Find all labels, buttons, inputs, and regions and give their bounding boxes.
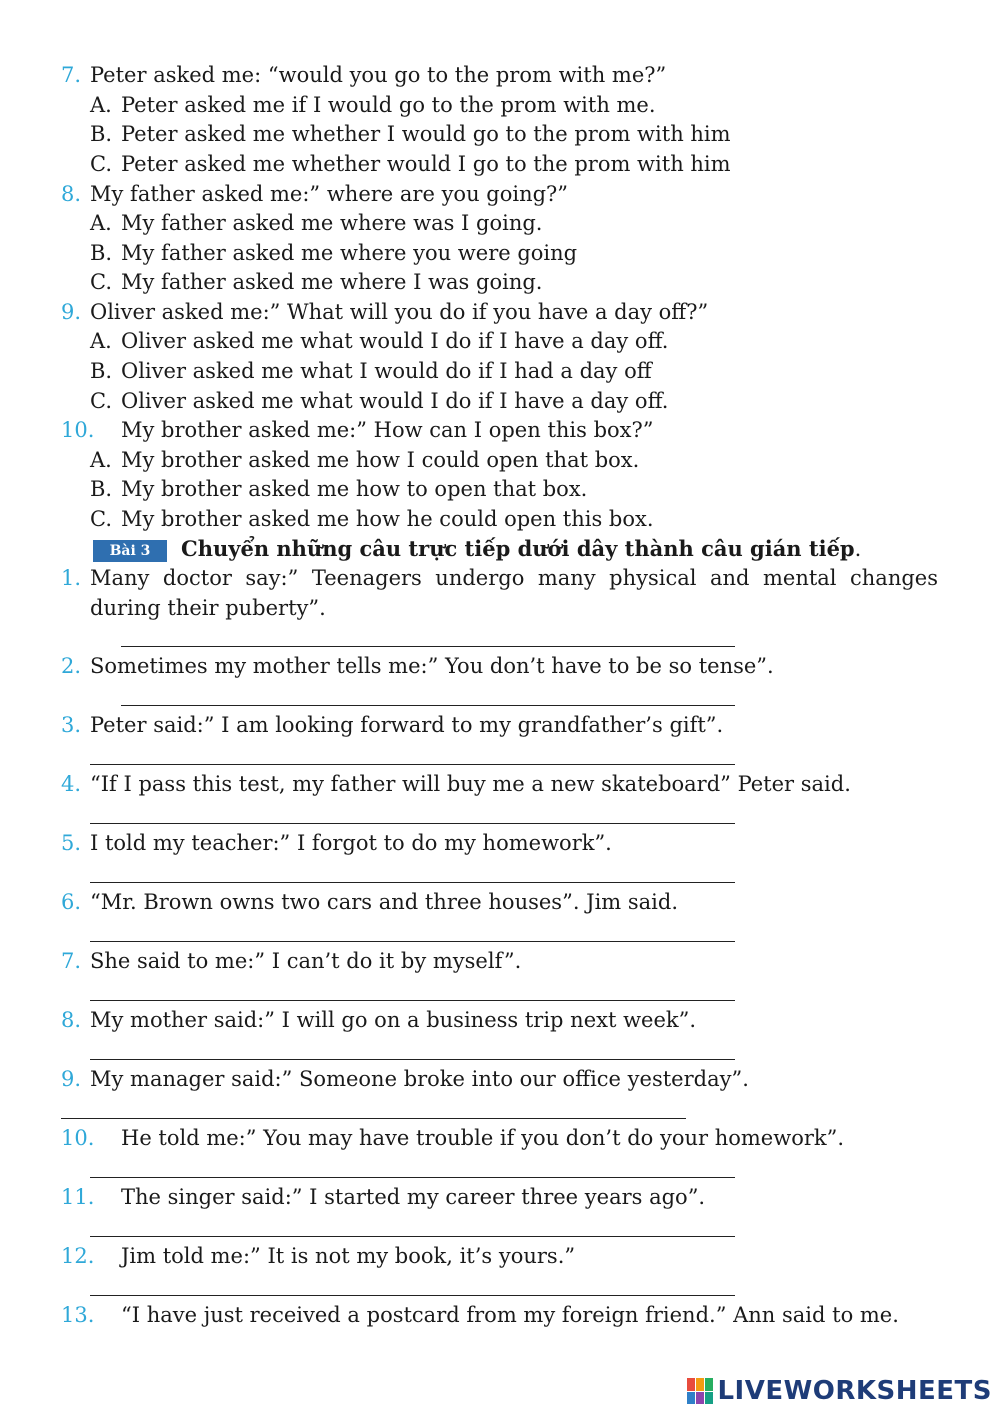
answer-line[interactable] [90, 823, 735, 824]
item-prompt: Jim told me:” It is not my book, it’s yours.” [121, 1244, 576, 1268]
logo-tile [687, 1378, 695, 1391]
logo-text: LIVEWORKSHEETS [717, 1376, 992, 1406]
item-prompt-line1: Many doctor say:” Teenagers undergo many physical and mental changes [90, 566, 938, 590]
logo-tile [705, 1378, 713, 1391]
option-text[interactable]: My brother asked me how he could open this box. [121, 507, 654, 531]
answer-line[interactable] [121, 705, 735, 706]
liveworksheets-logo-icon [687, 1378, 713, 1404]
section-badge: Bài 3 [93, 540, 167, 562]
question-stem: My brother asked me:” How can I open this box?” [121, 418, 654, 442]
section-title-text: Chuyển những câu trực tiếp dưới dây thành câu gián tiếp [181, 536, 855, 561]
answer-line[interactable] [121, 646, 735, 647]
item-number: 4. [61, 772, 82, 796]
item-number: 6. [61, 890, 82, 914]
item-prompt: She said to me:” I can’t do it by myself”. [90, 949, 522, 973]
question-number: 8. [61, 182, 82, 206]
section-title [181, 535, 861, 563]
question-stem: My father asked me:” where are you going?” [90, 182, 569, 206]
item-prompt: “If I pass this test, my father will buy me a new skateboard” Peter said. [90, 772, 851, 796]
item-prompt: My manager said:” Someone broke into our office yesterday”. [90, 1067, 749, 1091]
option-text[interactable]: Oliver asked me what I would do if I had a day off [121, 359, 652, 383]
item-prompt: The singer said:” I started my career three years ago”. [121, 1185, 706, 1209]
option-letter: C. [90, 152, 112, 176]
option-text[interactable]: My father asked me where you were going [121, 241, 578, 265]
answer-line[interactable] [61, 1118, 686, 1119]
item-number: 10. [61, 1126, 95, 1150]
option-text[interactable]: Peter asked me if I would go to the prom with me. [121, 93, 656, 117]
logo-tile [687, 1392, 695, 1405]
item-number: 13. [61, 1303, 95, 1327]
liveworksheets-logo[interactable] [687, 1374, 992, 1408]
option-letter: A. [90, 448, 112, 472]
item-number: 12. [61, 1244, 95, 1268]
answer-line[interactable] [90, 1000, 735, 1001]
option-letter: A. [90, 211, 112, 235]
item-number: 3. [61, 713, 82, 737]
option-letter: B. [90, 241, 113, 265]
option-letter: C. [90, 389, 112, 413]
option-letter: B. [90, 359, 113, 383]
option-text[interactable]: My brother asked me how I could open that box. [121, 448, 640, 472]
answer-line[interactable] [90, 1295, 735, 1296]
item-prompt: I told my teacher:” I forgot to do my homework”. [90, 831, 612, 855]
logo-tile [705, 1392, 713, 1405]
item-prompt: My mother said:” I will go on a business trip next week”. [90, 1008, 697, 1032]
item-prompt: “Mr. Brown owns two cars and three houses”. Jim said. [90, 890, 679, 914]
option-letter: A. [90, 93, 112, 117]
option-letter: B. [90, 477, 113, 501]
item-prompt-line2: during their puberty”. [90, 596, 326, 620]
option-letter: C. [90, 507, 112, 531]
option-letter: A. [90, 329, 112, 353]
item-prompt: “I have just received a postcard from my foreign friend.” Ann said to me. [121, 1303, 899, 1327]
item-prompt: Peter said:” I am looking forward to my grandfather’s gift”. [90, 713, 724, 737]
answer-line[interactable] [90, 764, 735, 765]
question-number: 7. [61, 63, 82, 87]
item-number: 5. [61, 831, 82, 855]
question-stem: Peter asked me: “would you go to the prom with me?” [90, 63, 667, 87]
question-number: 10. [61, 418, 95, 442]
answer-line[interactable] [90, 1059, 735, 1060]
section-title-period: . [854, 537, 862, 561]
option-text[interactable]: Oliver asked me what would I do if I have a day off. [121, 389, 669, 413]
answer-line[interactable] [90, 1177, 735, 1178]
answer-line[interactable] [90, 882, 735, 883]
option-text[interactable]: My father asked me where was I going. [121, 211, 543, 235]
option-text[interactable]: Oliver asked me what would I do if I have a day off. [121, 329, 669, 353]
item-prompt: Sometimes my mother tells me:” You don’t have to be so tense”. [90, 654, 774, 678]
option-letter: B. [90, 122, 113, 146]
item-number: 11. [61, 1185, 95, 1209]
item-prompt: He told me:” You may have trouble if you don’t do your homework”. [121, 1126, 845, 1150]
option-letter: C. [90, 270, 112, 294]
question-number: 9. [61, 300, 82, 324]
answer-line[interactable] [90, 1236, 735, 1237]
item-number: 1. [61, 566, 82, 590]
item-number: 9. [61, 1067, 82, 1091]
logo-tile [696, 1378, 704, 1391]
option-text[interactable]: Peter asked me whether I would go to the prom with him [121, 122, 731, 146]
answer-line[interactable] [90, 941, 735, 942]
item-number: 8. [61, 1008, 82, 1032]
logo-tile [696, 1392, 704, 1405]
question-stem: Oliver asked me:” What will you do if you have a day off?” [90, 300, 709, 324]
option-text[interactable]: Peter asked me whether would I go to the prom with him [121, 152, 731, 176]
option-text[interactable]: My father asked me where I was going. [121, 270, 543, 294]
item-number: 7. [61, 949, 82, 973]
item-number: 2. [61, 654, 82, 678]
option-text[interactable]: My brother asked me how to open that box. [121, 477, 588, 501]
